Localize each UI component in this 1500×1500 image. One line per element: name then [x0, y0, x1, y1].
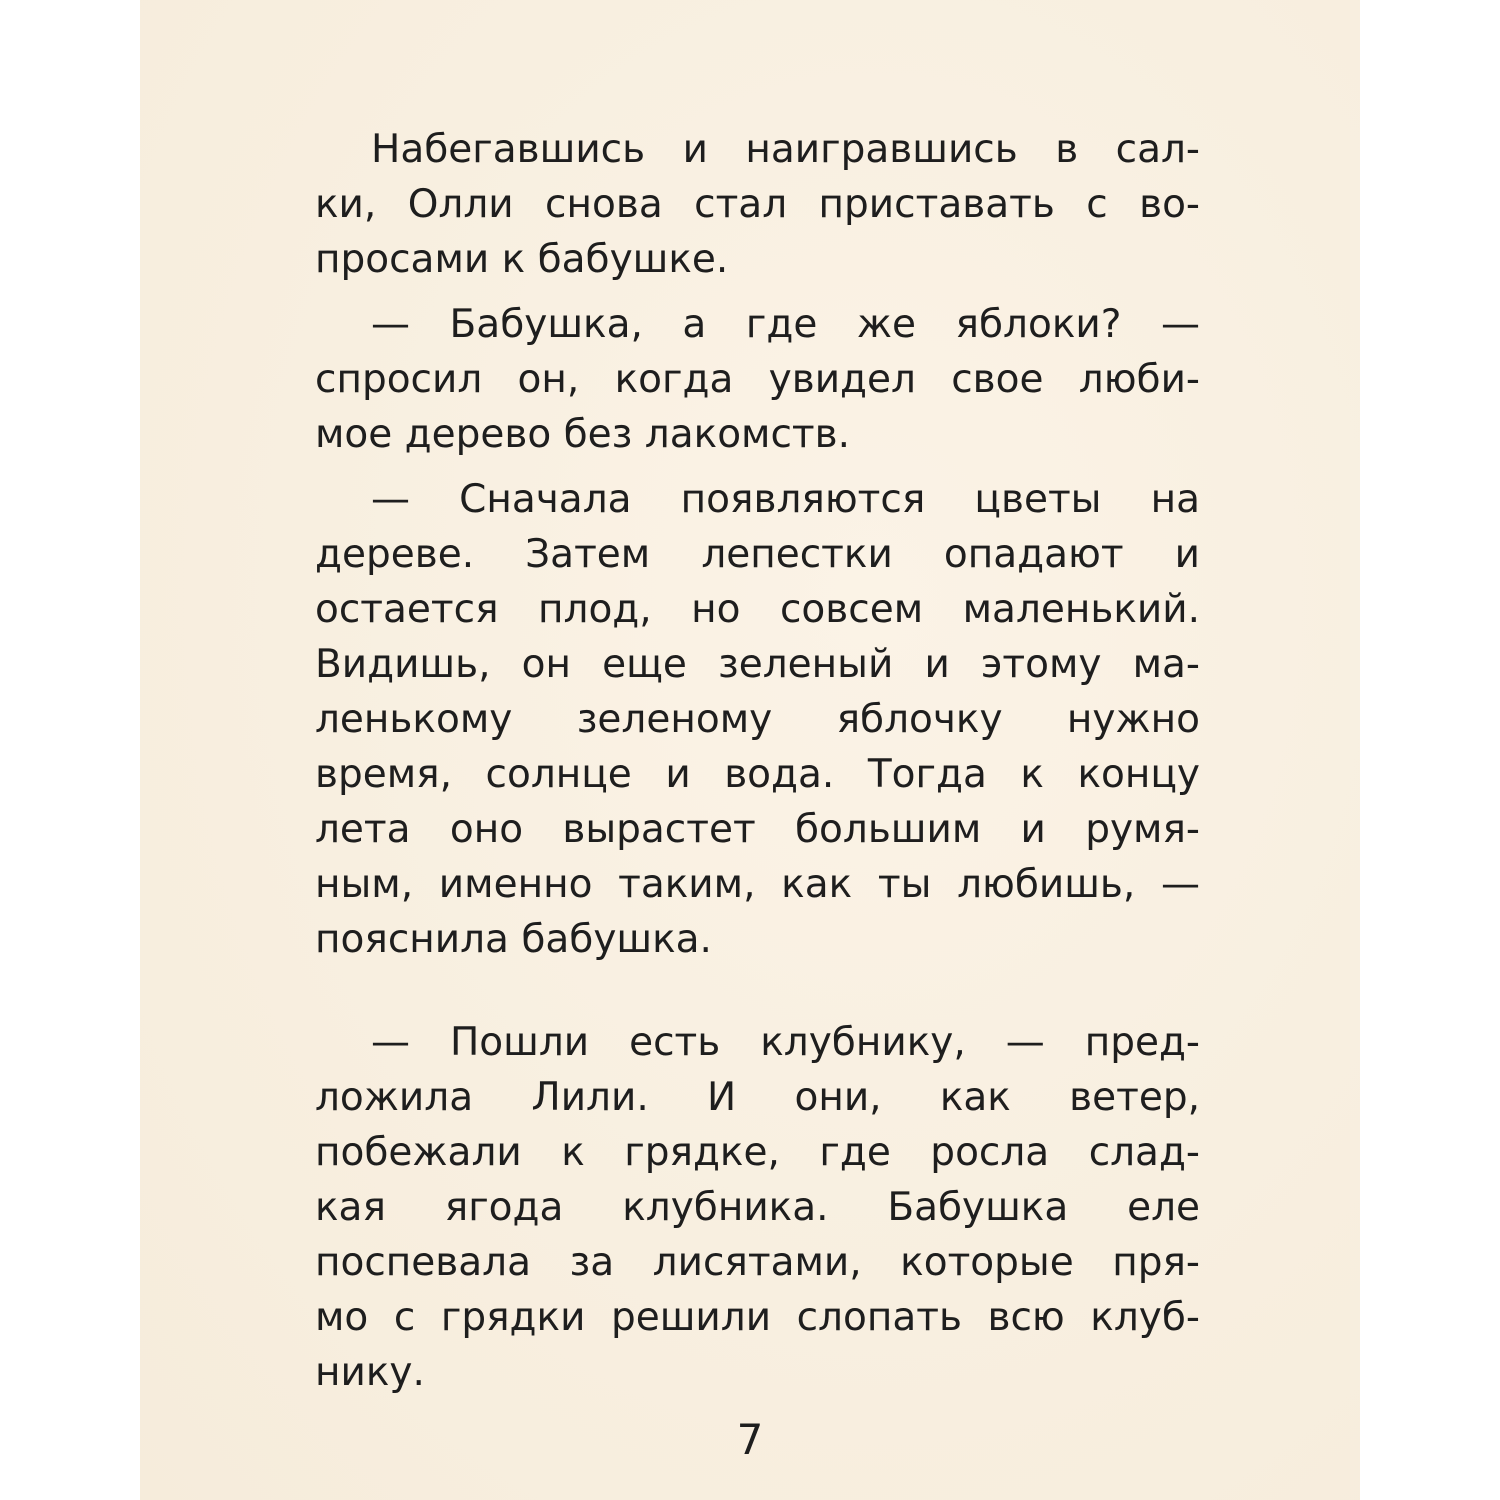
text-line: время, солнце и вода. Тогда к концу: [315, 752, 1200, 797]
text-line: нику.: [315, 1350, 425, 1395]
text-line: ным, именно таким, как ты любишь, —: [315, 862, 1200, 907]
text-line: ки, Олли снова стал приставать с во-: [315, 182, 1200, 227]
page-text: [315, 122, 1200, 1400]
paragraph-4: [315, 1015, 1200, 1400]
text-line: Набегавшись и наигравшись в сал-: [371, 127, 1200, 172]
paragraph-2: [315, 297, 1200, 462]
text-line: лета оно вырастет большим и румя-: [315, 807, 1200, 852]
text-line: просами к бабушке.: [315, 237, 729, 282]
paragraph-3: [315, 472, 1200, 967]
text-line: — Сначала появляются цветы на: [371, 477, 1200, 522]
paragraph-gap: [315, 967, 1200, 1015]
text-line: мое дерево без лакомств.: [315, 412, 851, 457]
text-line: пояснила бабушка.: [315, 917, 712, 962]
text-line: дереве. Затем лепестки опадают и: [315, 532, 1200, 577]
paragraph-1: [315, 122, 1200, 287]
text-line: — Бабушка, а где же яблоки? —: [371, 302, 1200, 347]
text-line: мо с грядки решили слопать всю клуб-: [315, 1295, 1200, 1340]
text-line: ленькому зеленому яблочку нужно: [315, 697, 1200, 742]
text-line: поспевала за лисятами, которые пря-: [315, 1240, 1200, 1285]
paragraph-gap: [315, 462, 1200, 472]
text-line: побежали к грядке, где росла слад-: [315, 1130, 1200, 1175]
text-line: остается плод, но совсем маленький.: [315, 587, 1200, 632]
text-line: Видишь, он еще зеленый и этому ма-: [315, 642, 1200, 687]
text-line: спросил он, когда увидел свое люби-: [315, 357, 1200, 402]
paragraph-gap: [315, 287, 1200, 297]
text-line: — Пошли есть клубнику, — пред-: [371, 1020, 1200, 1065]
text-line: ложила Лили. И они, как ветер,: [315, 1075, 1200, 1120]
text-line: кая ягода клубника. Бабушка еле: [315, 1185, 1200, 1230]
page-number: 7: [736, 1415, 764, 1464]
